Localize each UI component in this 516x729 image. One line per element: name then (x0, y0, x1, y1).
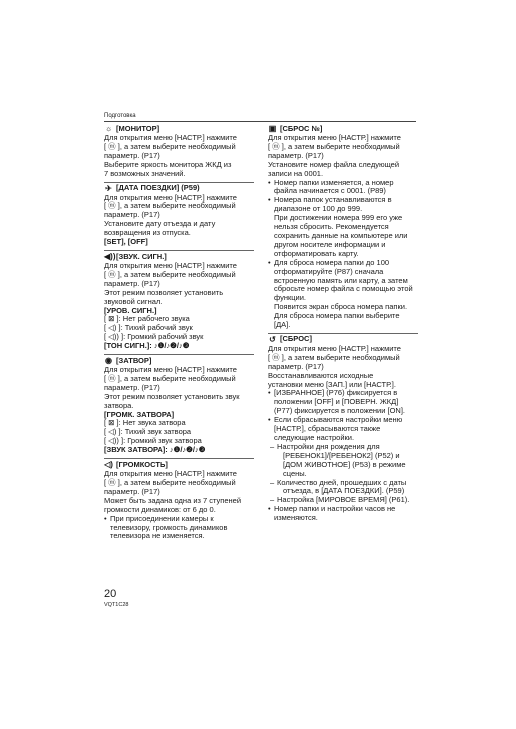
text-line: параметр. (P17) (104, 210, 160, 220)
text-line: [ЗВУК ЗАТВОРА]: ♪❶/♪❷/♪❸ (104, 445, 206, 455)
text-line: [ДОМ ЖИВОТНОЕ] (P53) в режиме (283, 459, 406, 469)
text-line: затвора. (104, 400, 134, 410)
text-line: сцены. (283, 468, 307, 478)
text-line: Для открытия меню [НАСТР.] нажмите (268, 343, 401, 353)
text-line: [ ◁) ]: Тихий рабочий звук (104, 323, 193, 333)
section-title-text: [СБРОС] (280, 334, 312, 344)
bullet-line: – Количество дней, прошедших с даты (268, 479, 418, 488)
right-column (268, 124, 418, 526)
text-line: сохранить данные на компьютере или (274, 230, 408, 240)
text-line: параметр. (P17) (104, 150, 160, 160)
bullet-line: • Номер папки изменяется, а номер (268, 179, 418, 188)
section-title-text: [ЗАТВОР] (116, 355, 152, 365)
monitor-icon: ☼ (104, 124, 113, 133)
text-line: [ ⓜ ], а затем выберите необходимый (268, 352, 400, 362)
text-line: Может быть задана одна из 7 ступеней (104, 495, 242, 505)
text-line: записи на 0001. (268, 168, 324, 178)
text-line: [НАСТР.], сбрасываются также (274, 424, 381, 434)
bullet-line: • [ИЗБРАННОЕ] (P76) фиксируется в (268, 389, 418, 398)
left-column (104, 124, 254, 544)
text-line: встроенную память или карту, а затем (274, 275, 408, 285)
text-line: [ ◁)) ]: Громкий звук затвора (104, 436, 202, 446)
text-line: [ ⓜ ], а затем выберите необходимый (104, 201, 236, 211)
volume-icon: ◁) (104, 460, 113, 470)
text-line: функции. (274, 293, 307, 303)
menu-section (104, 458, 254, 541)
text-line: [РЕБЕНОК1]/[РЕБЕНОК2] (P52) и (283, 450, 400, 460)
bullet-line: – Настройка [МИРОВОЕ ВРЕМЯ] (P61). (268, 496, 418, 505)
text-line: [ ⓜ ], а затем выберите необходимый (104, 141, 236, 151)
text-line: телевизору, громкость динамиков (110, 522, 228, 532)
text-line: отформатируйте (P87) сначала (274, 266, 384, 276)
text-line: другом носителе информации и (274, 239, 386, 249)
text-line: Выберите яркость монитора ЖКД из (104, 159, 232, 169)
text-line: [ ◁) ]: Тихий звук затвора (104, 427, 192, 437)
section-title-text: [ГРОМКОСТЬ] (116, 459, 168, 469)
text-line: [ ⊠ ]: Нет звука затвора (104, 418, 186, 428)
text-line: возвращения из отпуска. (104, 228, 191, 238)
bullet-line: • Номера папок устанавливаются в (268, 196, 418, 205)
text-line: установки меню [ЗАП.] или [НАСТР.]. (268, 379, 396, 389)
bullet-line: • Номер папки и настройки часов не (268, 505, 418, 514)
text-line: Восстанавливаются исходные (268, 370, 374, 380)
text-line: громкости динамиков: от 6 до 0. (104, 504, 216, 514)
menu-section (104, 354, 254, 455)
text-line: Этот режим позволяет установить (104, 287, 224, 297)
menu-section (104, 250, 254, 351)
beep-icon: ◀)) (104, 251, 116, 261)
menu-section (104, 124, 254, 179)
text-line: изменяются. (274, 513, 318, 523)
reset-icon: ↺ (269, 334, 276, 344)
text-line: [SET], [OFF] (104, 237, 148, 247)
bullet-line: • При присоединении камеры к (104, 515, 254, 524)
text-line: параметр. (P17) (104, 486, 160, 496)
header-rule (104, 121, 416, 122)
text-line: Для открытия меню [НАСТР.] нажмите (104, 192, 237, 202)
text-line: параметр. (P17) (104, 382, 160, 392)
text-line: нельзя сбросить. Рекомендуется (274, 222, 389, 232)
text-line: 7 возможных значений. (104, 168, 186, 178)
text-line: телевизора не изменяется. (110, 531, 205, 541)
text-line: Этот режим позволяет установить звук (104, 391, 240, 401)
text-line: При достижении номера 999 его уже (274, 213, 403, 223)
text-line: сбросьте номер файла с помощью этой (274, 284, 413, 294)
text-line: Для открытия меню [НАСТР.] нажмите (104, 260, 237, 270)
text-line: [УРОВ. СИГН.] (104, 305, 157, 315)
text-line: Появится экран сброса номера папки. (274, 302, 408, 312)
text-line: файла начинается с 0001. (P89) (274, 186, 386, 196)
menu-section (268, 333, 418, 523)
text-line: [ ⊠ ]: Нет рабочего звука (104, 314, 190, 324)
page-number: 20 (104, 588, 117, 600)
section-title-text: [ЗВУК. СИГН.] (116, 251, 167, 261)
text-line: отъезда, в [ДАТА ПОЕЗДКИ]. (P59) (283, 486, 405, 496)
text-line: Для открытия меню [НАСТР.] нажмите (104, 469, 237, 479)
text-line: (P77) фиксируется в положении [ON]. (274, 406, 405, 416)
text-line: отформатировать карту. (274, 248, 359, 258)
section-title-text: [СБРОС №] (280, 123, 323, 133)
menu-section (104, 182, 254, 247)
text-line: звуковой сигнал. (104, 296, 163, 306)
menu-section (268, 124, 418, 330)
section-title-text: [МОНИТОР] (116, 123, 160, 133)
text-line: Для открытия меню [НАСТР.] нажмите (104, 133, 237, 142)
bullet-line: • Если сбрасываются настройки меню (268, 416, 418, 425)
shutter-icon: ◉ (105, 356, 112, 366)
text-line: Для сброса номера папки выберите (274, 311, 400, 321)
text-line: диапазоне от 100 до 999. (274, 204, 363, 214)
text-line: следующие настройки. (274, 433, 355, 442)
text-line: [ ⓜ ], а затем выберите необходимый (104, 478, 236, 487)
text-line: Для открытия меню [НАСТР.] нажмите (104, 365, 237, 375)
bullet-line: – Настройки дня рождения для (268, 443, 418, 452)
text-line: [ГРОМК. ЗАТВОРА] (104, 409, 175, 419)
bullet-line: • Для сброса номера папки до 100 (268, 259, 418, 268)
text-line: параметр. (P17) (268, 150, 324, 160)
text-line: [ ⓜ ], а затем выберите необходимый (104, 373, 236, 383)
text-line: параметр. (P17) (268, 361, 324, 371)
text-line: Установите дату отъезда и дату (104, 219, 216, 229)
text-line: [ ⓜ ], а затем выберите необходимый (104, 269, 236, 279)
text-line: [ДА]. (274, 320, 291, 330)
text-line: Для открытия меню [НАСТР.] нажмите (268, 133, 401, 142)
text-line: положении [OFF] и [ПОВЕРН. ЖКД] (274, 397, 399, 407)
text-line: [ТОН СИГН.]: ♪❶/♪❷/♪❸ (104, 341, 190, 351)
text-line: Установите номер файла следующей (268, 159, 400, 169)
section-title-text: [ДАТА ПОЕЗДКИ] (P59) (116, 183, 200, 193)
file-number-reset-icon: ▣ (268, 124, 277, 133)
running-header: Подготовка (104, 113, 136, 119)
text-line: [ ⓜ ], а затем выберите необходимый (268, 141, 400, 151)
travel-date-icon: ✈ (105, 183, 112, 193)
document-code: VQT1C28 (104, 602, 129, 608)
text-line: параметр. (P17) (104, 278, 160, 288)
text-line: [ ◁)) ]: Громкий рабочий звук (104, 332, 204, 342)
